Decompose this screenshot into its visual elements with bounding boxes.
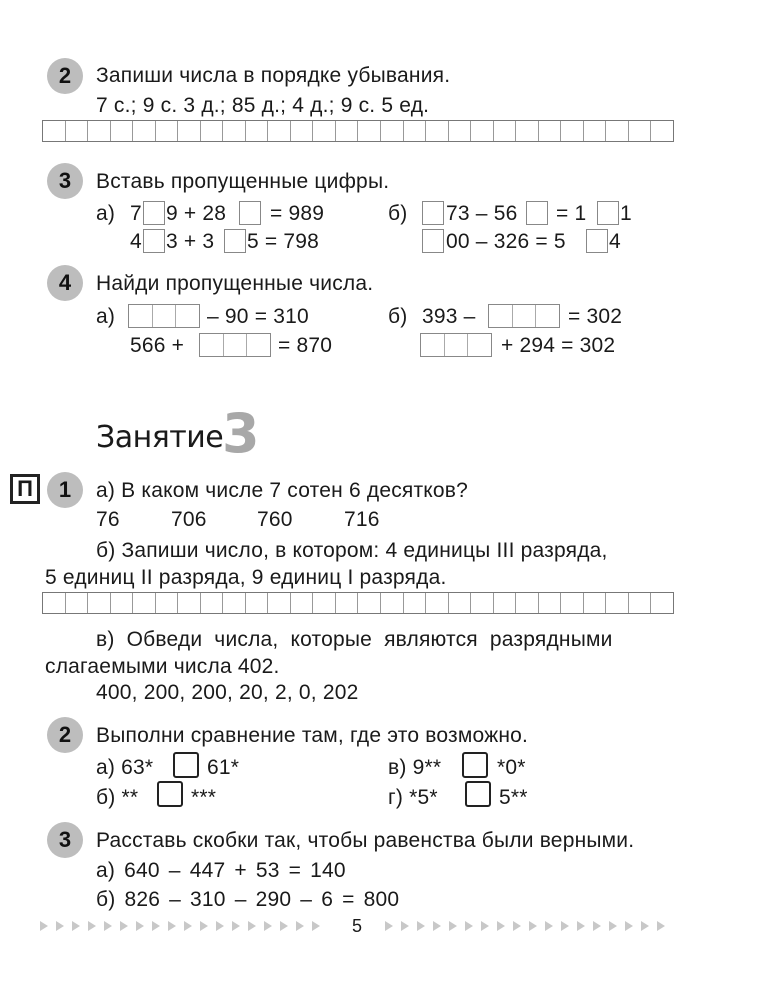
triangle-icon — [248, 921, 256, 931]
task-number-badge — [47, 265, 83, 301]
triangle-icon — [168, 921, 176, 931]
expr-part: 73 – 56 — [446, 202, 518, 225]
task-number-badge — [47, 163, 83, 199]
label-b: б) — [388, 202, 408, 225]
triangle-icon — [184, 921, 192, 931]
expr-part: = 870 — [278, 334, 333, 357]
circle-numbers[interactable]: 400, 200, 200, 20, 2, 0, 202 — [96, 681, 359, 704]
compare-box[interactable] — [462, 752, 488, 778]
option[interactable]: 76 — [96, 508, 120, 531]
triangle-icon — [577, 921, 585, 931]
number-cells[interactable] — [420, 333, 492, 357]
compare-right: 61* — [207, 756, 240, 779]
triangle-icon — [216, 921, 224, 931]
triangle-icon — [200, 921, 208, 931]
expr-part: 3 + 3 — [166, 230, 215, 253]
triangle-icon — [40, 921, 48, 931]
question-c-line1: в) Обведи числа, которые являются разрядными — [96, 628, 613, 651]
triangle-icon — [465, 921, 473, 931]
triangle-icon — [545, 921, 553, 931]
task-instruction: Вставь пропущенные цифры. — [96, 170, 390, 193]
question-b-line1: б) Запиши число, в котором: 4 единицы III разряда, — [96, 539, 608, 562]
triangle-icon — [296, 921, 304, 931]
digit-box[interactable] — [224, 229, 246, 253]
label-a: а) — [96, 305, 116, 328]
triangle-icon — [56, 921, 64, 931]
expr-part: = 302 — [568, 305, 623, 328]
triangle-icon — [529, 921, 537, 931]
p-marker-icon: П — [10, 474, 40, 504]
compare-right: *** — [191, 786, 217, 809]
triangle-icon — [417, 921, 425, 931]
compare-left: б) ** — [96, 786, 139, 809]
triangle-icon — [136, 921, 144, 931]
digit-box[interactable] — [143, 201, 165, 225]
task-number: 4 — [58, 270, 72, 295]
task-number: 3 — [58, 827, 72, 852]
compare-right: *0* — [497, 756, 526, 779]
digit-box[interactable] — [422, 229, 444, 253]
compare-box[interactable] — [173, 752, 199, 778]
answer-cell-grid[interactable] — [42, 592, 674, 614]
triangle-icon — [625, 921, 633, 931]
expr-part: + 294 = 302 — [501, 334, 616, 357]
triangle-icon — [312, 921, 320, 931]
task-number: 2 — [58, 63, 72, 88]
task-instruction: Выполни сравнение там, где это возможно. — [96, 724, 529, 747]
expr-part: 00 – 326 = 5 — [446, 230, 566, 253]
triangle-icon — [152, 921, 160, 931]
expr-part: = 1 — [556, 202, 587, 225]
label-b: б) — [388, 305, 408, 328]
page-number: 5 — [352, 916, 363, 936]
triangle-icon — [609, 921, 617, 931]
option[interactable]: 706 — [171, 508, 207, 531]
task-number-badge — [47, 472, 83, 508]
expr-part: 4 — [609, 230, 621, 253]
triangle-icon — [72, 921, 80, 931]
triangle-icon — [513, 921, 521, 931]
digit-box[interactable] — [586, 229, 608, 253]
question-b-line2: 5 единиц II разряда, 9 единиц I разряда. — [45, 566, 447, 589]
expr-part: 393 – — [422, 305, 476, 328]
task-numbers: 7 с.; 9 с. 3 д.; 85 д.; 4 д.; 9 с. 5 ед. — [96, 94, 430, 117]
triangle-icon — [104, 921, 112, 931]
option[interactable]: 716 — [344, 508, 380, 531]
triangle-icon — [401, 921, 409, 931]
triangle-icon — [561, 921, 569, 931]
task-instruction: Найди пропущенные числа. — [96, 272, 374, 295]
expr-part: 566 + — [130, 334, 185, 357]
triangle-icon — [433, 921, 441, 931]
compare-box[interactable] — [465, 781, 491, 807]
option[interactable]: 760 — [257, 508, 293, 531]
task-number-badge — [47, 822, 83, 858]
task-number: 1 — [58, 477, 72, 502]
lesson-title: Занятие — [96, 420, 224, 455]
expr-part: 7 — [130, 202, 142, 225]
task-instruction: Расставь скобки так, чтобы равенства были верными. — [96, 829, 635, 852]
number-cells[interactable] — [128, 304, 200, 328]
lesson-number: 3 — [222, 402, 260, 465]
triangle-icon — [280, 921, 288, 931]
expr-part: = 989 — [270, 202, 325, 225]
triangle-icon — [481, 921, 489, 931]
task-number-badge — [47, 717, 83, 753]
expr-part: 5 = 798 — [247, 230, 320, 253]
triangle-icon — [264, 921, 272, 931]
triangle-icon — [641, 921, 649, 931]
question-c-line2: слагаемыми числа 402. — [45, 655, 280, 678]
question-a: а) В каком числе 7 сотен 6 десятков? — [96, 479, 469, 502]
task-number: 3 — [58, 168, 72, 193]
triangle-icon — [385, 921, 393, 931]
triangle-icon — [593, 921, 601, 931]
number-cells[interactable] — [488, 304, 560, 328]
expr-part: 1 — [620, 202, 632, 225]
compare-box[interactable] — [157, 781, 183, 807]
digit-box[interactable] — [239, 201, 261, 225]
equation-b[interactable]: б) 826 – 310 – 290 – 6 = 800 — [96, 888, 400, 911]
task-number-badge — [47, 58, 83, 94]
footer-ornament — [40, 916, 740, 936]
expr-part: 9 + 28 — [166, 202, 227, 225]
triangle-icon — [120, 921, 128, 931]
task-number: 2 — [58, 722, 72, 747]
compare-right: 5** — [499, 786, 528, 809]
digit-box[interactable] — [526, 201, 548, 225]
equation-a[interactable]: а) 640 – 447 + 53 = 140 — [96, 859, 346, 882]
answer-cell-grid[interactable] — [42, 120, 674, 142]
triangle-icon — [88, 921, 96, 931]
triangle-icon — [657, 921, 665, 931]
digit-box[interactable] — [143, 229, 165, 253]
digit-box[interactable] — [597, 201, 619, 225]
digit-box[interactable] — [422, 201, 444, 225]
compare-left: в) 9** — [388, 756, 442, 779]
label-a: а) — [96, 202, 116, 225]
number-cells[interactable] — [199, 333, 271, 357]
triangle-icon — [497, 921, 505, 931]
expr-part: – 90 = 310 — [207, 305, 309, 328]
compare-left: г) *5* — [388, 786, 438, 809]
triangle-icon — [449, 921, 457, 931]
expr-part: 4 — [130, 230, 142, 253]
task-instruction: Запиши числа в порядке убывания. — [96, 64, 451, 87]
compare-left: а) 63* — [96, 756, 154, 779]
triangle-icon — [232, 921, 240, 931]
